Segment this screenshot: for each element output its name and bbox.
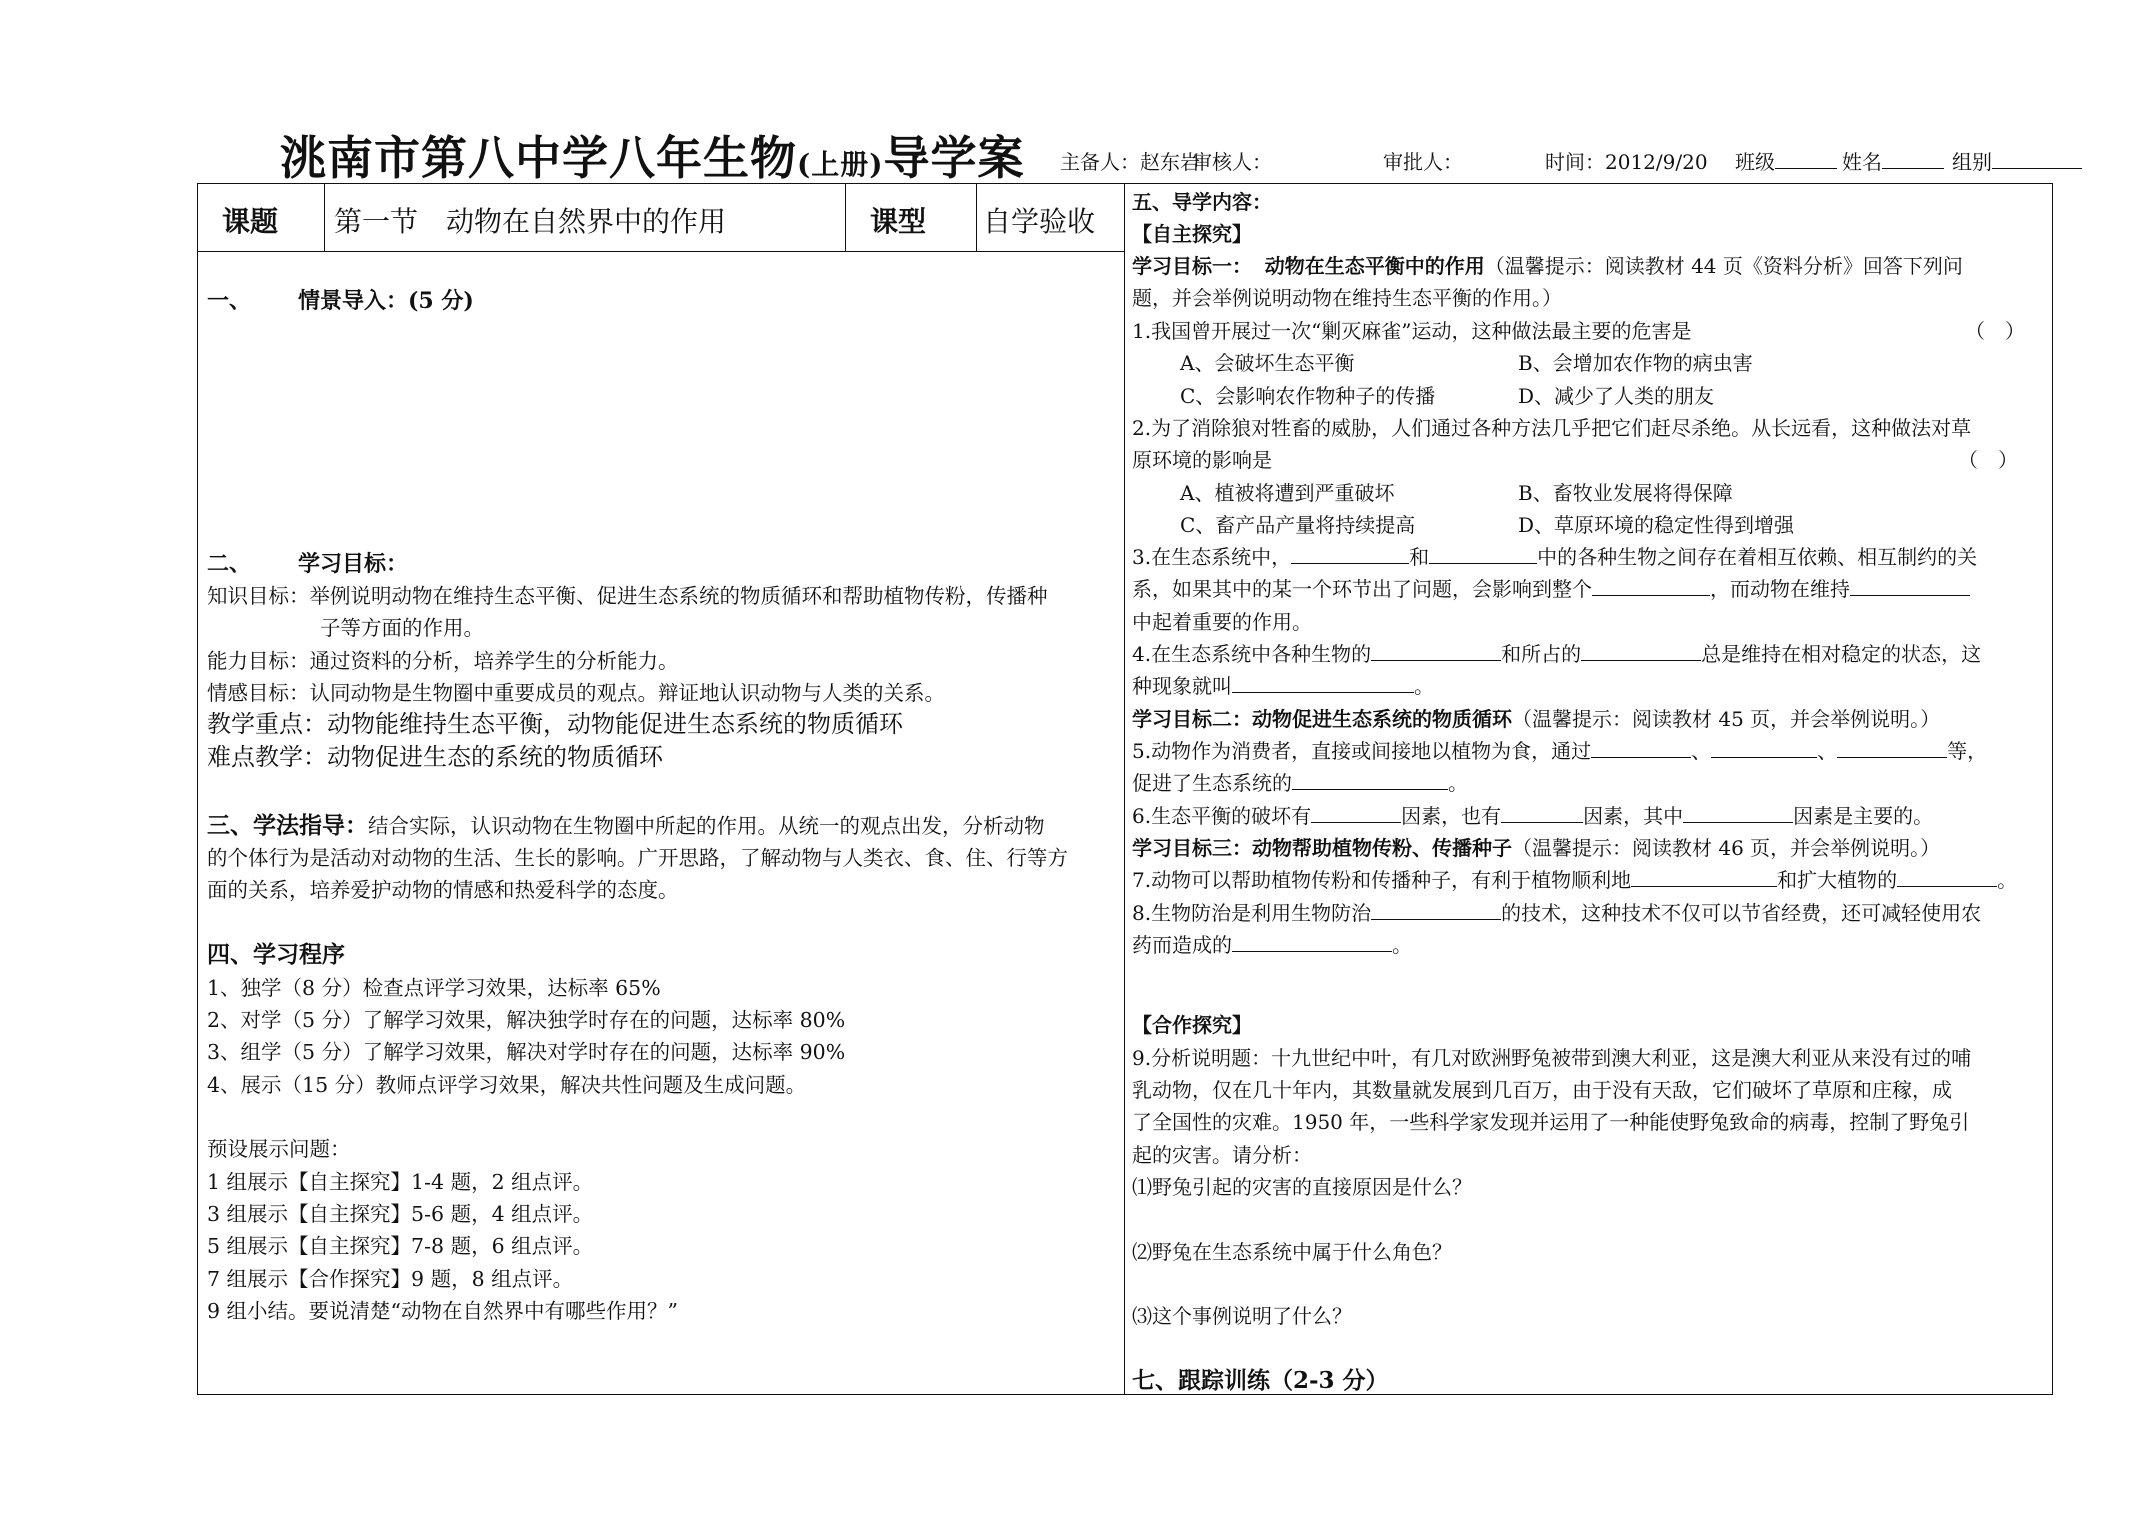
emotion-goal: 情感目标：认同动物是生物圈中重要成员的观点。辩证地认识动物与人类的关系。: [207, 681, 945, 705]
section-2-title: 学习目标：: [298, 551, 409, 577]
procedure-2: 2、对学（5 分）了解学习效果，解决独学时存在的问题，达标率 80%: [207, 1008, 846, 1032]
sub-question-3: ⑶这个事例说明了什么？: [1132, 1304, 1352, 1328]
preset-item: 1 组展示【自主探究】1-4 题，2 组点评。: [207, 1170, 594, 1194]
question-9-cont: 乳动物，仅在几十年内，其数量就发展到几百万，由于没有天敌，它们破坏了草原和庄稼，成: [1132, 1078, 1952, 1102]
knowledge-goal-cont: 子等方面的作用。: [320, 616, 484, 640]
option-2a: A、植被将遭到严重破坏: [1180, 481, 1395, 505]
coop-explore-heading: 【合作探究】: [1132, 1013, 1252, 1037]
answer-bracket-1[interactable]: （ ）: [1965, 319, 2025, 343]
column-divider: [1124, 184, 1125, 1394]
procedure-4: 4、展示（15 分）教师点评学习效果，解决共性问题及生成问题。: [207, 1073, 807, 1097]
title-volume: (上册): [797, 148, 884, 181]
question-3-cont: 系，如果其中的某一个环节出了问题，会影响到整个 ，而动物在维持: [1132, 573, 1970, 606]
question-4: 4.在生态系统中各种生物的 和所占的 总是维持在相对稳定的状态，这: [1132, 642, 1982, 666]
preparer: 主备人：赵东岩: [1060, 150, 1200, 174]
page-title: 洮南市第八中学八年生物(上册)导学案: [280, 131, 1025, 185]
topic-label: 课题: [222, 205, 279, 238]
group-field[interactable]: 组别: [1952, 146, 2082, 175]
preset-item: 9 组小结。要说清楚“动物在自然界中有哪些作用？”: [207, 1299, 679, 1323]
question-8-cont: 药而造成的 。: [1132, 933, 1412, 957]
question-1: 1.我国曾开展过一次“剿灭麻雀”运动，这种做法最主要的危害是: [1132, 319, 1692, 343]
question-3-end: 中起着重要的作用。: [1132, 610, 1312, 634]
preset-title: 预设展示问题：: [207, 1137, 351, 1161]
method-guide: 三、学法指导：结合实际，认识动物在生物圈中所起的作用。从统一的观点出发，分析动物: [207, 812, 1045, 839]
option-2c: C、畜产品产量将持续提高: [1180, 513, 1416, 537]
answer-bracket-2[interactable]: （ ）: [1958, 448, 2018, 472]
preset-item: 5 组展示【自主探究】7-8 题，6 组点评。: [207, 1234, 594, 1258]
type-value: 自学验收: [983, 205, 1096, 238]
header-divider-2: [845, 184, 846, 251]
ability-goal: 能力目标：通过资料的分析，培养学生的分析能力。: [207, 649, 679, 673]
question-8: 8.生物防治是利用生物防治 的技术，这种技术不仅可以节省经费，还可减轻使用农: [1132, 901, 1982, 925]
approver: 审批人：: [1383, 150, 1463, 174]
goal-1-hint-cont: 题，并会举例说明动物在维持生态平衡的作用。）: [1132, 286, 1562, 310]
question-4-cont: 种现象就叫 。: [1132, 674, 1434, 698]
header-row-line: [198, 251, 1124, 252]
type-label: 课型: [870, 205, 927, 238]
header-divider-1: [324, 184, 325, 251]
question-7: 7.动物可以帮助植物传粉和传播种子，有利于植物顺利地 和扩大植物的 。: [1132, 868, 2018, 892]
option-2d: D、草原环境的稳定性得到增强: [1518, 513, 1795, 537]
reviewer: 审核人：: [1192, 150, 1272, 174]
question-9-cont: 起的灾害。请分析：: [1132, 1143, 1312, 1167]
sub-question-1: ⑴野兔引起的灾害的直接原因是什么？: [1132, 1175, 1472, 1199]
question-3: 3.在生态系统中， 和 中的各种生物之间存在着相互依赖、相互制约的关: [1132, 545, 1978, 569]
header-divider-3: [976, 184, 977, 251]
class-field[interactable]: 班级: [1735, 146, 1837, 175]
section-2-num: 二、: [207, 551, 252, 577]
date: 时间：2012/9/20: [1545, 150, 1708, 174]
question-6: 6.生态平衡的破坏有 因素，也有 因素，其中 因素是主要的。: [1132, 804, 1934, 828]
procedure-1: 1、独学（8 分）检查点评学习效果，达标率 65%: [207, 976, 661, 1000]
question-5: 5.动物作为消费者，直接或间接地以植物为食，通过 、 、 等，: [1132, 739, 1988, 763]
section-1-title: 情景导入：(5 分): [298, 288, 474, 314]
self-explore-heading: 【自主探究】: [1132, 222, 1252, 246]
question-5-cont: 促进了生态系统的 。: [1132, 771, 1468, 795]
procedure-3: 3、组学（5 分）了解学习效果，解决对学时存在的问题，达标率 90%: [207, 1040, 846, 1064]
option-1d: D、减少了人类的朋友: [1518, 384, 1715, 408]
section-7-title: 七、跟踪训练（2-3 分）: [1132, 1367, 1389, 1394]
question-2-cont: 原环境的影响是: [1132, 448, 1272, 472]
option-2b: B、畜牧业发展将得保障: [1518, 481, 1733, 505]
question-2: 2.为了消除狼对牲畜的威胁，人们通过各种方法几乎把它们赶尽杀绝。从长远看，这种做法对草: [1132, 416, 1972, 440]
question-9: 9.分析说明题：十九世纪中叶，有几对欧洲野兔被带到澳大利亚，这是澳大利亚从来没有过的哺: [1132, 1046, 1972, 1070]
question-9-cont: 了全国性的灾难。1950 年，一些科学家发现并运用了一种能使野兔致命的病毒，控制了野兔引: [1132, 1110, 1970, 1134]
preset-item: 7 组展示【合作探究】9 题，8 组点评。: [207, 1267, 574, 1291]
method-guide-line2: 的个体行为是活动对动物的生活、生长的影响。广开思路，了解动物与人类衣、食、住、行等方: [207, 846, 1068, 870]
knowledge-goal: 知识目标：举例说明动物在维持生态平衡、促进生态系统的物质循环和帮助植物传粉，传播种: [207, 584, 1048, 608]
preset-item: 3 组展示【自主探究】5-6 题，4 组点评。: [207, 1202, 594, 1226]
section-4-title: 四、学习程序: [207, 941, 345, 968]
goal-2: 学习目标二：动物促进生态系统的物质循环（温馨提示：阅读教材 45 页，并会举例说明。）: [1132, 707, 1941, 731]
option-1c: C、会影响农作物种子的传播: [1180, 384, 1436, 408]
name-field[interactable]: 姓名: [1842, 146, 1944, 175]
difficulty: 难点教学：动物促进生态的系统的物质循环: [207, 743, 663, 771]
section-5-title: 五、导学内容：: [1132, 190, 1272, 214]
option-1a: A、会破坏生态平衡: [1180, 351, 1355, 375]
method-guide-line3: 面的关系，培养爱护动物的情感和热爱科学的态度。: [207, 878, 679, 902]
sub-question-2: ⑵野兔在生态系统中属于什么角色？: [1132, 1240, 1452, 1264]
key-point: 教学重点：动物能维持生态平衡，动物能促进生态系统的物质循环: [207, 710, 903, 738]
topic-value: 第一节 动物在自然界中的作用: [334, 205, 727, 238]
section-1-num: 一、: [207, 288, 252, 314]
option-1b: B、会增加农作物的病虫害: [1518, 351, 1753, 375]
goal-3: 学习目标三：动物帮助植物传粉、传播种子（温馨提示：阅读教材 46 页，并会举例说明。）: [1132, 836, 1941, 860]
goal-1: 学习目标一： 动物在生态平衡中的作用（温馨提示：阅读教材 44 页《资料分析》回答下列问: [1132, 254, 1963, 278]
